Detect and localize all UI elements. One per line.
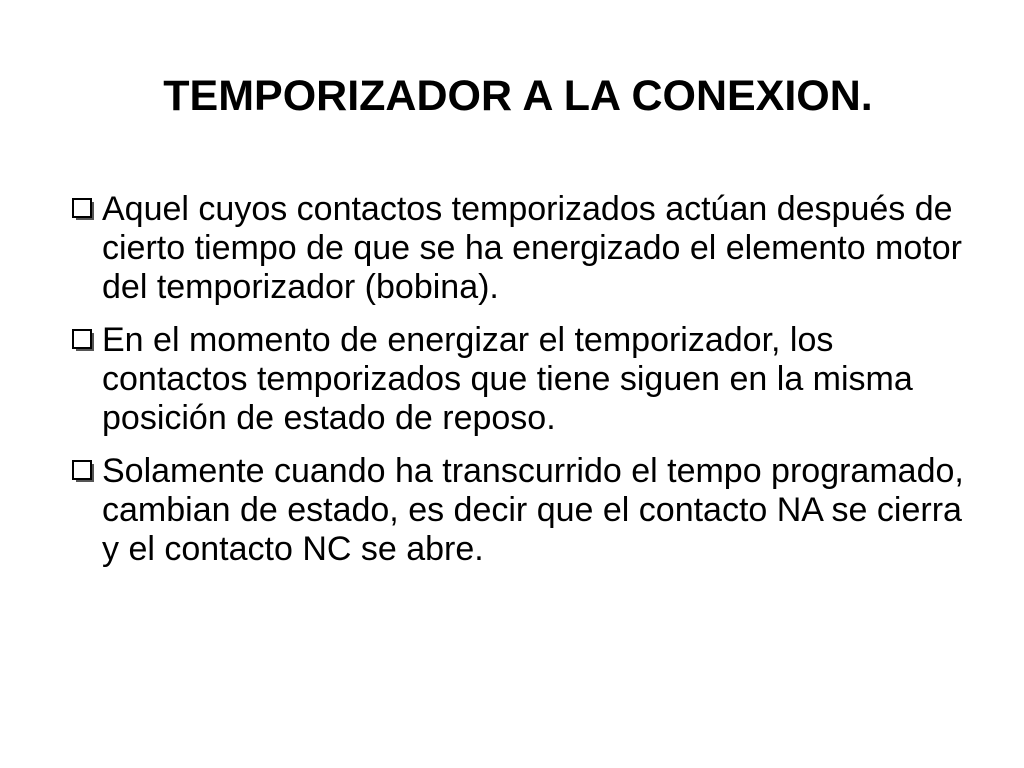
list-item xyxy=(72,190,972,307)
hollow-square-bullet-icon xyxy=(72,329,96,353)
bullet-text: Aquel cuyos contactos temporizados actúan después de cierto tiempo de que se ha energizado el elemento motor del temporizador (bobina). xyxy=(102,190,962,306)
hollow-square-bullet-icon xyxy=(72,460,96,484)
bullet-text: En el momento de energizar el temporizador, los contactos temporizados que tiene siguen en la misma posición de estado de reposo. xyxy=(102,321,913,437)
list-item xyxy=(72,321,972,438)
bullet-list xyxy=(72,190,972,583)
bullet-text: Solamente cuando ha transcurrido el tempo programado, cambian de estado, es decir que el contacto NA se cierra y el contacto NC se abre. xyxy=(102,452,964,568)
hollow-square-bullet-icon xyxy=(72,198,96,222)
list-item xyxy=(72,452,972,569)
slide-title: TEMPORIZADOR A LA CONEXION. xyxy=(163,72,873,120)
